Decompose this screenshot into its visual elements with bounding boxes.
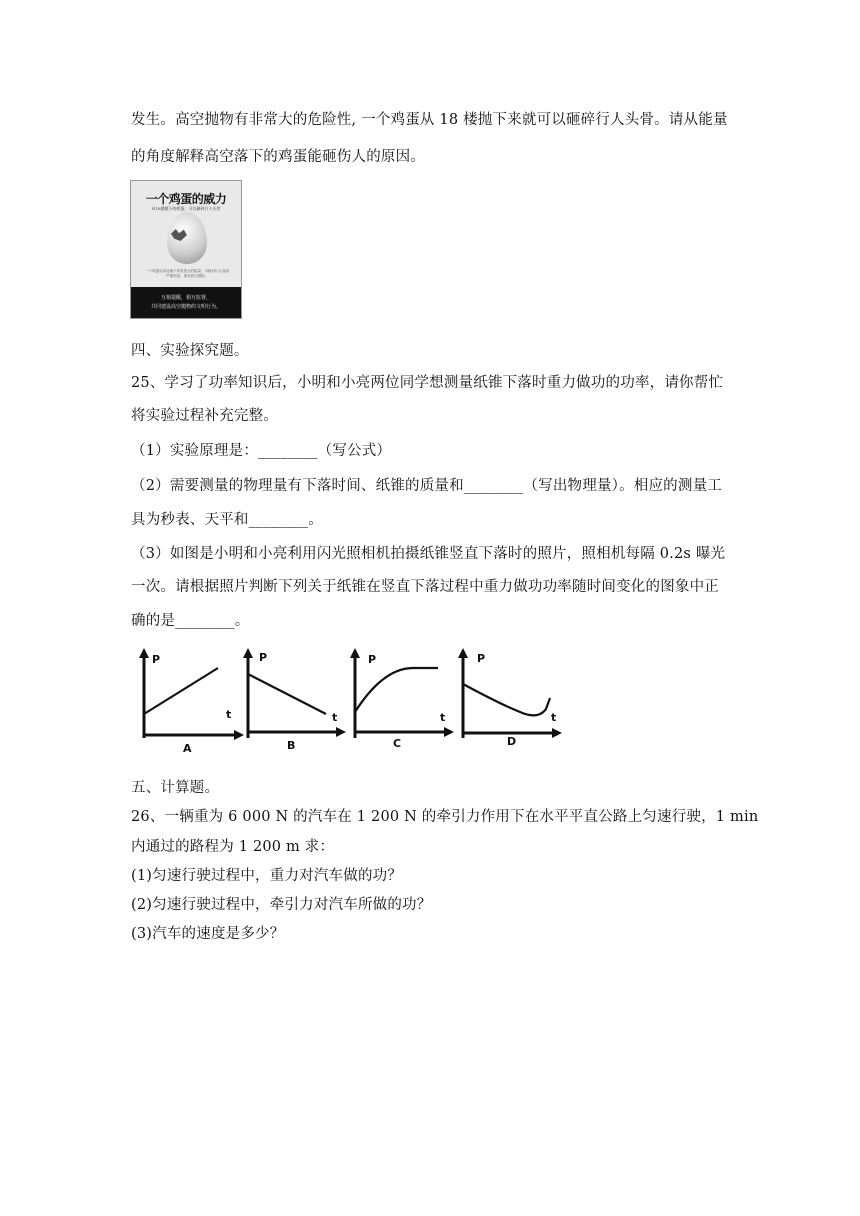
graph-b-option: B	[287, 739, 296, 752]
power-time-graphs	[128, 646, 568, 756]
graph-a-option: A	[183, 742, 192, 755]
egg-poster-image	[130, 180, 242, 319]
q25-part-1: （1）实验原理是：________（写公式）	[131, 443, 392, 459]
graph-b	[243, 648, 346, 752]
poster-footer-band	[131, 287, 241, 318]
q26-line-1: 26、一辆重为 6 000 N 的汽车在 1 200 N 的牵引力作用下在水平平直公路上匀速行驶，1 min	[131, 809, 759, 825]
q26-sub-1: (1)匀速行驶过程中，重力对汽车做的功？	[131, 868, 403, 884]
section-5-heading: 五、计算题。	[131, 780, 220, 796]
graph-c	[350, 648, 454, 750]
q25-line-1: 25、学习了功率知识后，小明和小亮两位同学想测量纸锥下落时重力做功的功率，请你帮忙	[131, 375, 724, 391]
poster-footer-1: 互相提醒，相互监督，	[160, 295, 211, 301]
graph-d-option: D	[507, 735, 517, 748]
graph-a-y-label: P	[152, 653, 161, 666]
graph-d-y-label: P	[477, 652, 486, 665]
q25-part-2-line-1: （2）需要测量的物理量有下落时间、纸锥的质量和________（写出物理量）。相应的测量工	[131, 478, 722, 494]
q26-sub-2: (2)匀速行驶过程中，牵引力对汽车所做的功？	[131, 897, 432, 913]
graph-c-y-label: P	[368, 653, 377, 666]
poster-footer-2: 共同建设高空抛物的文明行为。	[150, 304, 221, 310]
section-4-heading: 四、实验探究题。	[131, 343, 249, 359]
q25-part-3-line-3: 确的是________。	[131, 613, 250, 629]
poster-subtitle: 从18楼抛下的鸡蛋，可以砸碎行人头骨	[151, 206, 221, 211]
graph-d	[458, 648, 562, 748]
graph-c-option: C	[393, 737, 402, 750]
graph-a-x-label: t	[226, 708, 232, 721]
graph-c-x-label: t	[440, 711, 446, 724]
q25-part-3-line-1: （3）如图是小明和小亮利用闪光照相机拍摄纸锥竖直下落时的照片，照相机每隔 0.2s 曝光	[131, 546, 726, 562]
poster-body: 一个鸡蛋从高处落下具有很大的能量，可能对行人造成严重伤害，请勿高空抛物。	[145, 269, 229, 278]
q26-sub-3: (3)汽车的速度是多少？	[131, 926, 285, 942]
graph-a	[139, 648, 244, 755]
paragraph-line-1: 发生。高空抛物有非常大的危险性, 一个鸡蛋从 18 楼抛下来就可以砸碎行人头骨。请从能量	[131, 112, 728, 128]
graph-d-x-label: t	[551, 711, 557, 724]
poster-title: 一个鸡蛋的威力	[145, 192, 227, 206]
q25-line-2: 将实验过程补充完整。	[131, 408, 278, 424]
q25-part-3-line-2: 一次。请根据照片判断下列关于纸锥在竖直下落过程中重力做功功率随时间变化的图象中正	[131, 579, 719, 595]
q26-line-2: 内通过的路程为 1 200 m 求：	[131, 839, 335, 855]
q25-part-2-line-2: 具为秒表、天平和________。	[131, 512, 323, 528]
paragraph-line-2: 的角度解释高空落下的鸡蛋能砸伤人的原因。	[131, 149, 425, 165]
graph-b-x-label: t	[332, 711, 338, 724]
egg-icon	[167, 212, 207, 264]
graph-b-y-label: P	[259, 651, 268, 664]
